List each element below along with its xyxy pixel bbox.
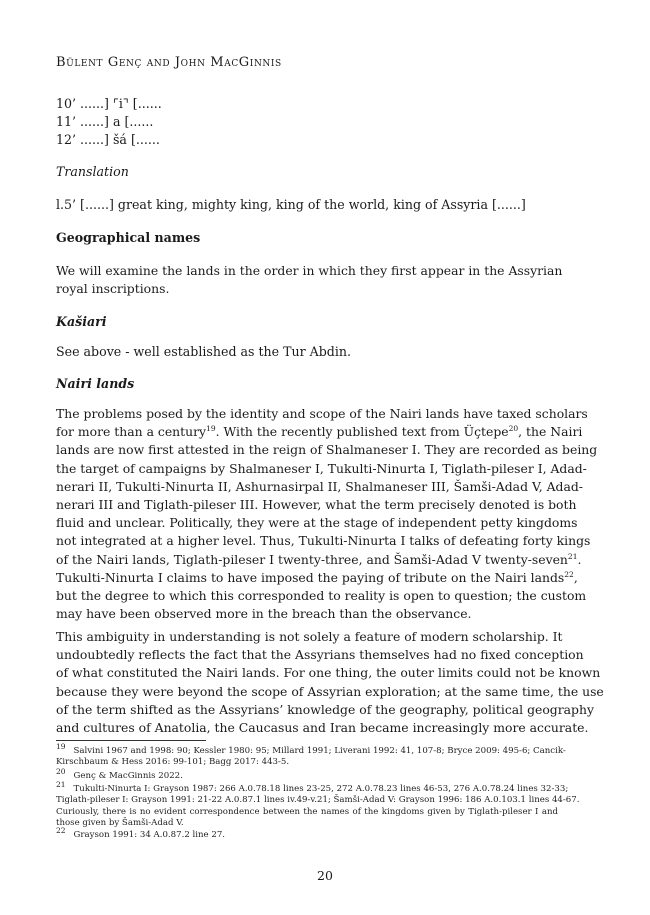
section-heading-geographical-names: Geographical names: [56, 230, 201, 245]
paragraph-line: not integrated at a higher level. Thus, Tukulti-Ninurta I talks of defeating forty kings: [56, 533, 591, 549]
paragraph-line: for more than a century$^{19}$. With the recently published text from Üçtepe$^{20}$, the Nairi: [56, 424, 583, 440]
intro-line: royal inscriptions.: [56, 281, 170, 297]
footnote-22: 22 Grayson 1991: 34 A.0.87.2 line 27.: [56, 826, 226, 840]
paragraph-line: but the degree to which this corresponded to reality is open to question; the custom: [56, 588, 587, 604]
paragraph-line: This ambiguity in understanding is not solely a feature of modern scholarship. It: [56, 629, 563, 644]
paragraph-line: of the Nairi lands, Tiglath-pileser I twenty-three, and Šamši-Adad V twenty-seven$^{21}$.: [56, 551, 582, 567]
footnote-ref-21[interactable]: 21: [567, 551, 578, 561]
footnote-ref-19[interactable]: 19: [206, 424, 216, 434]
paragraph-line: the target of campaigns by Shalmaneser I, Tukulti-Ninurta I, Tiglath-pileser I, Adad-: [56, 460, 587, 476]
footnote-ref-22[interactable]: 22: [564, 569, 574, 579]
page-number: 20: [317, 868, 333, 883]
footnote-20: 20 Genç & MacGinnis 2022.: [56, 767, 183, 781]
footnote-number: 19: [56, 742, 66, 752]
paragraph-line: undoubtedly reflects the fact that the Assyrians themselves had no fixed conception: [56, 647, 584, 663]
footnote-ref-20[interactable]: 20: [508, 424, 519, 434]
kasiari-text: See above - well established as the Tur Abdin.: [56, 344, 351, 359]
translation-line: l.5’ [......] great king, mighty king, king of the world, king of Assyria [......]: [56, 197, 526, 212]
footnote-19: 19 Salvini 1967 and 1998: 90; Kessler 1980: 95; Millard 1991; Liverani 1992: 41, 107-8; Bryce 2009: 495-6; Cancik- Kirschbaum & Hess 2016: 99-101; Bagg 2017: 443-5.: [56, 742, 566, 768]
paragraph-line: Tukulti-Ninurta I claims to have imposed the paying of tribute on the Nairi lands$^{22}$,: [56, 569, 578, 585]
transliteration-line-10: 10’ ......] ⌜i⌝ [......: [56, 96, 162, 111]
paragraph-line: of what constituted the Nairi lands. For one thing, the outer limits could not be known: [56, 665, 601, 681]
subheading-nairi-lands: Nairi lands: [56, 376, 135, 391]
paragraph-line: and cultures of Anatolia, the Caucasus and Iran became increasingly more accurate.: [56, 720, 589, 736]
paragraph-line: nerari III and Tiglath-pileser III. However, what the term precisely denoted is both: [56, 497, 577, 513]
intro-line: We will examine the lands in the order in which they first appear in the Assyrian: [56, 263, 563, 278]
subheading-kasiari: Kašiari: [56, 314, 107, 329]
nairi-paragraph-1: [56, 405, 598, 623]
paragraph-line: may have been observed more in the breach than the observance.: [56, 606, 472, 622]
transliteration-line-11: 11’ ......] a [......: [56, 114, 154, 129]
running-header: Bülent Genç and John MacGinnis: [56, 55, 282, 70]
footnote-number: 21: [56, 780, 66, 790]
footnote-number: 22: [56, 826, 66, 836]
paragraph-line: nerari II, Tukulti-Ninurta II, Ashurnasirpal II, Shalmaneser III, Šamši-Adad V, Adad-: [56, 478, 583, 494]
intro-paragraph: [56, 262, 563, 298]
paragraph-line: lands are now first attested in the reign of Shalmaneser I. They are recorded as being: [56, 442, 598, 458]
paragraph-line: fluid and unclear. Politically, they were at the stage of independent petty kingdoms: [56, 515, 578, 531]
nairi-paragraph-2: [56, 628, 604, 737]
footnote-21: 21 Tukulti-Ninurta I: Grayson 1987: 266 A.0.78.18 lines 23-25, 272 A.0.78.23 lines 46-53, 276 A.0.78.24 lines 32-33; Tiglath-pileser I: Grayson 1991: 21-22 A.0.87.1 lines iv.49-v.21; Šamši-Adad V: Grayson 1996: 186 A.0.103.1 lines 44-67. Curiously, there is no evident correspondence between the names of the kingdoms given by Tiglath-pileser I and those given by Šamši-Adad V.: [56, 780, 580, 828]
transliteration-line-12: 12’ ......] šá [......: [56, 132, 160, 147]
footnote-divider: [56, 740, 206, 741]
paragraph-line: because they were beyond the scope of Assyrian exploration; at the same time, the use: [56, 683, 604, 699]
translation-heading: Translation: [56, 164, 129, 179]
footnote-number: 20: [56, 767, 66, 777]
paragraph-line: The problems posed by the identity and scope of the Nairi lands have taxed scholars: [56, 406, 588, 421]
paragraph-line: of the term shifted as the Assyrians’ knowledge of the geography, political geography: [56, 701, 594, 717]
